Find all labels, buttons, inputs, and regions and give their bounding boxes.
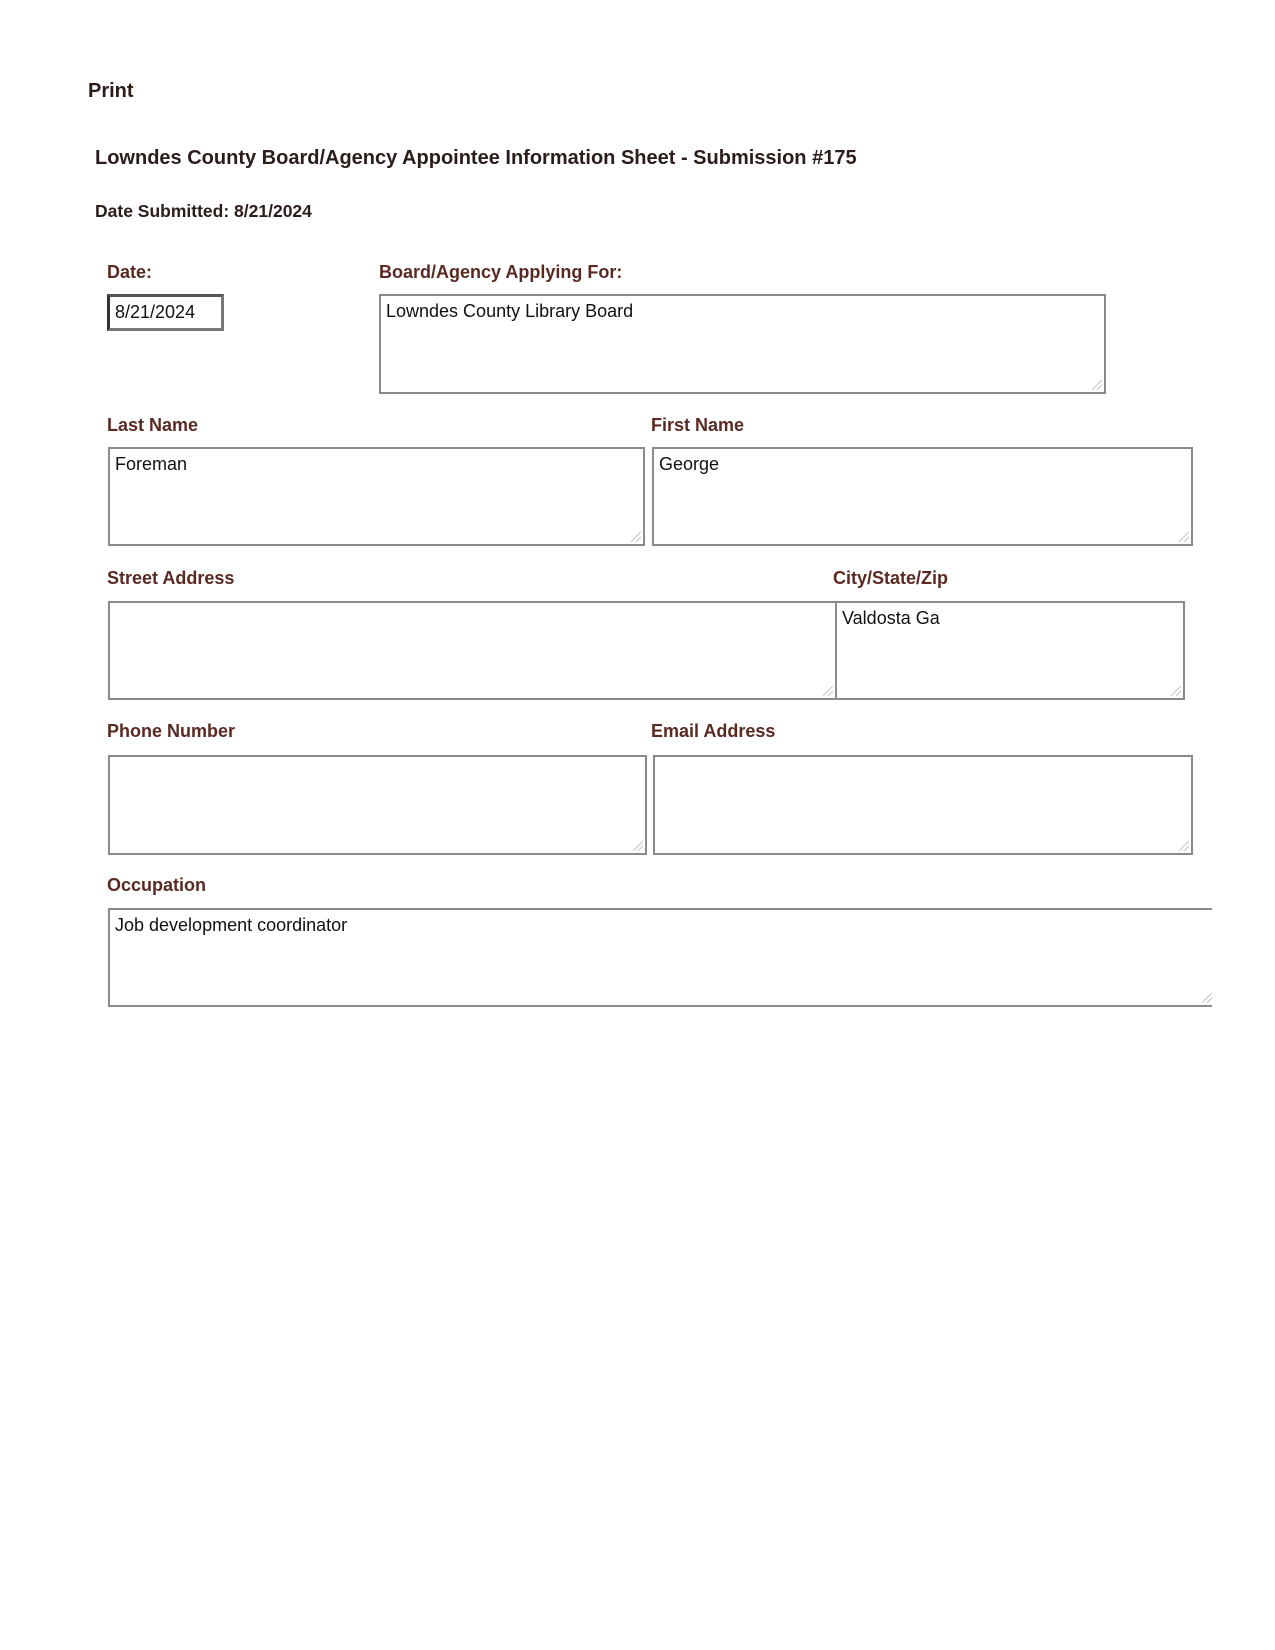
- resize-grip-icon[interactable]: [1092, 380, 1102, 390]
- city-state-zip-value: Valdosta Ga: [842, 608, 940, 628]
- first-name-value: George: [659, 454, 720, 474]
- occupation-field[interactable]: [108, 908, 1212, 1007]
- date-submitted: Date Submitted: 8/21/2024: [95, 201, 312, 221]
- date-label: Date:: [107, 262, 153, 282]
- resize-grip-icon[interactable]: [1179, 841, 1189, 851]
- page-title: Lowndes County Board/Agency Appointee Information Sheet - Submission #175: [95, 147, 857, 169]
- street-address-field[interactable]: [108, 601, 837, 700]
- phone-label: Phone Number: [107, 721, 236, 741]
- resize-grip-icon[interactable]: [1179, 532, 1189, 542]
- resize-grip-icon[interactable]: [633, 841, 643, 851]
- resize-grip-icon[interactable]: [1171, 686, 1181, 696]
- resize-grip-icon[interactable]: [631, 532, 641, 542]
- board-label: Board/Agency Applying For:: [379, 262, 623, 282]
- email-label: Email Address: [651, 721, 776, 741]
- occupation-value: Job development coordinator: [115, 915, 348, 935]
- email-field[interactable]: [653, 755, 1193, 855]
- first-name-label: First Name: [651, 415, 745, 435]
- date-value: 8/21/2024: [115, 302, 196, 322]
- date-field[interactable]: [107, 294, 224, 331]
- last-name-label: Last Name: [107, 415, 199, 435]
- street-address-label: Street Address: [107, 568, 235, 588]
- first-name-field[interactable]: [652, 447, 1193, 546]
- resize-grip-icon[interactable]: [1202, 993, 1212, 1003]
- board-field[interactable]: [379, 294, 1106, 394]
- board-value: Lowndes County Library Board: [386, 301, 634, 321]
- city-state-zip-field[interactable]: [835, 601, 1185, 700]
- last-name-value: Foreman: [115, 454, 188, 474]
- resize-grip-icon[interactable]: [823, 686, 833, 696]
- phone-field[interactable]: [108, 755, 647, 855]
- last-name-field[interactable]: [108, 447, 645, 546]
- print-link[interactable]: Print: [88, 80, 134, 102]
- occupation-label: Occupation: [107, 875, 207, 895]
- city-state-zip-label: City/State/Zip: [833, 568, 949, 588]
